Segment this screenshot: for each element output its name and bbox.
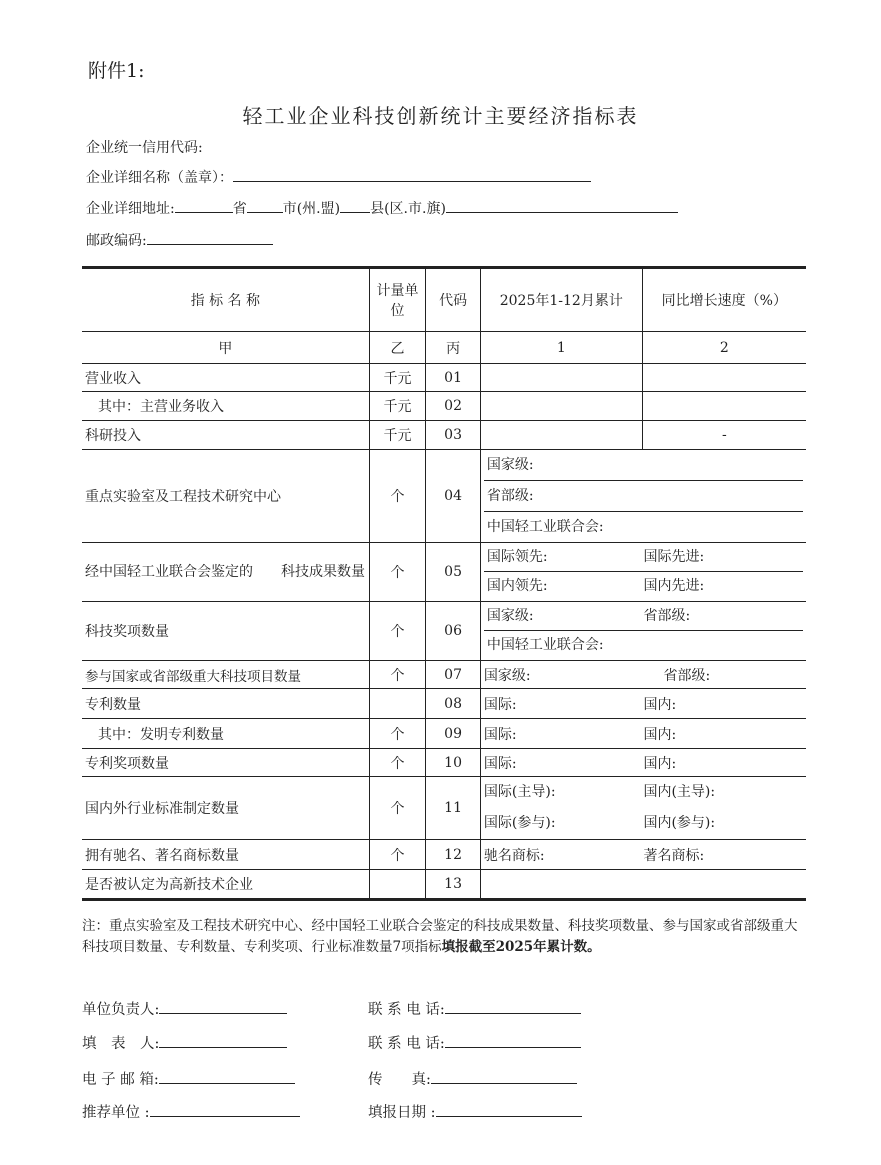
table-row — [82, 392, 806, 421]
date-label: 填报日期 : — [368, 1105, 436, 1121]
detail-line — [484, 694, 803, 714]
row-unit — [369, 689, 426, 719]
row-code: 07 — [426, 661, 481, 689]
table-row — [82, 689, 806, 719]
phone2-label: 联 系 电 话: — [368, 1036, 445, 1052]
footnote-text: 注：重点实验室及工程技术研究中心、经中国轻工业联合会鉴定的科技成果数量、科技奖项数量、参与国家或省部级重大科技项目数量、专利数量、专利奖项、行业标准数量7项指标 — [82, 918, 798, 955]
row-cumulative-cell[interactable] — [480, 392, 642, 421]
fax-label: 传 真: — [368, 1072, 431, 1088]
detail-provincial: 省部级: — [484, 481, 803, 512]
row-name: 经中国轻工业联合会鉴定的 科技成果数量 — [82, 543, 369, 602]
row-detail-cell[interactable] — [480, 661, 806, 689]
row-detail-cell[interactable] — [480, 749, 806, 777]
subheader-cumulative: 1 — [480, 332, 642, 364]
row-code: 05 — [426, 543, 481, 602]
detail-left: 国内领先: — [486, 578, 548, 594]
header-growth: 同比增长速度（%） — [642, 268, 806, 332]
address-label: 企业详细地址: — [86, 201, 175, 217]
footnote-bold: 填报截至2025年累计数。 — [441, 939, 601, 955]
filler-label: 填 表 人: — [82, 1036, 160, 1052]
table-row — [82, 749, 806, 777]
row-name: 重点实验室及工程技术研究中心 — [82, 450, 369, 543]
fax-field[interactable] — [431, 1069, 577, 1084]
detail-right: 国内: — [643, 755, 677, 772]
attachment-label: 附件1: — [88, 60, 145, 82]
row-code: 06 — [426, 602, 481, 661]
detail-left: 国际(主导): — [483, 784, 556, 800]
detail-line — [484, 572, 803, 601]
row-detail-cell[interactable] — [480, 777, 806, 840]
detail-right: 国内: — [643, 696, 677, 713]
row-code: 12 — [426, 840, 481, 870]
row-name: 专利数量 — [82, 689, 369, 719]
filler-row — [82, 1032, 287, 1053]
credit-code-label: 企业统一信用代码: — [86, 140, 203, 156]
row-code: 08 — [426, 689, 481, 719]
table-row — [82, 450, 806, 543]
row-unit: 千元 — [369, 364, 426, 392]
phone2-row — [368, 1032, 581, 1053]
detail-right: 省部级: — [663, 667, 711, 684]
row-detail-cell[interactable] — [480, 602, 806, 661]
phone1-row — [368, 998, 581, 1019]
leader-row — [82, 998, 287, 1019]
county-field[interactable] — [340, 198, 370, 213]
table-row — [82, 364, 806, 392]
email-label: 电 子 邮 箱: — [82, 1072, 159, 1088]
row-code: 09 — [426, 719, 481, 749]
row-detail-cell[interactable] — [480, 840, 806, 870]
header-cumulative: 2025年1-12月累计 — [480, 268, 642, 332]
postcode-label: 邮政编码: — [86, 233, 147, 249]
city-field[interactable] — [247, 198, 283, 213]
row-unit: 个 — [369, 450, 426, 543]
phone2-field[interactable] — [445, 1033, 581, 1048]
subheader-code: 丙 — [426, 332, 481, 364]
row-code: 01 — [426, 364, 481, 392]
date-field[interactable] — [436, 1102, 582, 1117]
row-detail-cell[interactable] — [480, 543, 806, 602]
detail-left: 国际领先: — [486, 549, 548, 565]
row-name: 其中：主营业务收入 — [82, 392, 369, 421]
leader-label: 单位负责人: — [82, 1002, 160, 1018]
subheader-name: 甲 — [82, 332, 369, 364]
footnote — [82, 916, 802, 958]
table-row — [82, 840, 806, 870]
row-name: 专利奖项数量 — [82, 749, 369, 777]
row-code: 03 — [426, 421, 481, 450]
postcode-field[interactable] — [147, 230, 273, 245]
province-field[interactable] — [175, 198, 233, 213]
row-unit: 千元 — [369, 421, 426, 450]
detail-right: 国内(参与): — [643, 815, 716, 831]
detail-right: 国际先进: — [643, 549, 705, 565]
row-name: 是否被认定为高新技术企业 — [82, 870, 369, 900]
subheader-growth: 2 — [642, 332, 806, 364]
row-name: 拥有驰名、著名商标数量 — [82, 840, 369, 870]
row-name: 参与国家或省部级重大科技项目数量 — [82, 661, 369, 689]
row-detail-cell[interactable] — [480, 450, 806, 543]
detail-federation: 中国轻工业联合会: — [486, 519, 604, 535]
row-detail-cell[interactable] — [480, 689, 806, 719]
header-code: 代码 — [426, 268, 481, 332]
detail-right: 国内先进: — [643, 578, 705, 594]
recommender-field[interactable] — [150, 1102, 300, 1117]
detail-right: 国内: — [643, 726, 677, 743]
leader-field[interactable] — [159, 999, 287, 1014]
header-name: 指 标 名 称 — [82, 268, 369, 332]
detail-line — [484, 724, 803, 744]
filler-field[interactable] — [159, 1033, 287, 1048]
row-detail-cell[interactable] — [480, 719, 806, 749]
table-row — [82, 543, 806, 602]
email-field[interactable] — [159, 1069, 295, 1084]
indicator-table — [82, 266, 806, 901]
detail-federation: 中国轻工业联合会: — [486, 637, 604, 653]
detail-line — [484, 543, 803, 572]
row-unit: 个 — [369, 719, 426, 749]
row-unit: 个 — [369, 777, 426, 840]
detail-left: 国际: — [483, 726, 517, 743]
detail-right: 省部级: — [643, 608, 691, 624]
row-code: 02 — [426, 392, 481, 421]
header-unit: 计量单位 — [369, 268, 426, 332]
row-cumulative-cell[interactable] — [480, 364, 642, 392]
detail-left: 驰名商标: — [483, 847, 545, 864]
row-code: 10 — [426, 749, 481, 777]
detail-line — [481, 808, 806, 839]
row-unit: 千元 — [369, 392, 426, 421]
row-name: 国内外行业标准制定数量 — [82, 777, 369, 840]
table-header-row — [82, 268, 806, 332]
row-unit — [369, 870, 426, 900]
address-detail-field[interactable] — [446, 198, 678, 213]
email-row — [82, 1068, 295, 1089]
row-unit: 个 — [369, 749, 426, 777]
fax-row — [368, 1068, 577, 1089]
table-row — [82, 719, 806, 749]
detail-left: 国际(参与): — [483, 815, 556, 831]
row-name: 科研投入 — [82, 421, 369, 450]
date-row — [368, 1101, 582, 1122]
phone1-label: 联 系 电 话: — [368, 1002, 445, 1018]
table-row — [82, 421, 806, 450]
table-subheader-row — [82, 332, 806, 364]
row-growth-cell[interactable] — [642, 364, 806, 392]
row-code: 11 — [426, 777, 481, 840]
phone1-field[interactable] — [445, 999, 581, 1014]
detail-line — [484, 845, 803, 865]
table-row — [82, 777, 806, 840]
row-unit: 个 — [369, 602, 426, 661]
recommender-label: 推荐单位 : — [82, 1105, 150, 1121]
table-row — [82, 602, 806, 661]
row-growth-cell: - — [642, 421, 806, 450]
recommender-row — [82, 1101, 300, 1122]
detail-right: 国内(主导): — [643, 784, 716, 800]
subheader-unit: 乙 — [369, 332, 426, 364]
detail-right: 著名商标: — [643, 847, 705, 864]
detail-line — [484, 602, 803, 631]
company-name-row — [86, 167, 591, 187]
row-name: 其中：发明专利数量 — [82, 719, 369, 749]
page-title: 轻工业企业科技创新统计主要经济指标表 — [242, 104, 639, 128]
detail-national: 国家级: — [484, 450, 803, 481]
detail-line — [484, 753, 803, 773]
county-label: 县(区.市.旗) — [370, 201, 446, 217]
company-name-label: 企业详细名称（盖章）： — [86, 170, 233, 186]
detail-line — [481, 777, 806, 808]
row-unit: 个 — [369, 840, 426, 870]
row-code: 04 — [426, 450, 481, 543]
detail-left: 国家级: — [486, 608, 534, 624]
detail-left: 国际: — [483, 755, 517, 772]
row-code: 13 — [426, 870, 481, 900]
row-detail-cell[interactable] — [480, 870, 806, 900]
row-name: 营业收入 — [82, 364, 369, 392]
address-row — [86, 198, 678, 218]
row-unit: 个 — [369, 661, 426, 689]
table-row — [82, 870, 806, 900]
row-growth-cell[interactable] — [642, 392, 806, 421]
postcode-row — [86, 230, 273, 250]
province-label: 省 — [232, 201, 247, 217]
detail-line — [484, 665, 803, 685]
row-unit: 个 — [369, 543, 426, 602]
table-row — [82, 661, 806, 689]
row-name: 科技奖项数量 — [82, 602, 369, 661]
city-label: 市(州.盟) — [282, 201, 341, 217]
company-name-field[interactable] — [233, 167, 591, 182]
detail-left: 国家级: — [483, 667, 531, 684]
detail-left: 国际: — [483, 696, 517, 713]
row-cumulative-cell[interactable] — [480, 421, 642, 450]
